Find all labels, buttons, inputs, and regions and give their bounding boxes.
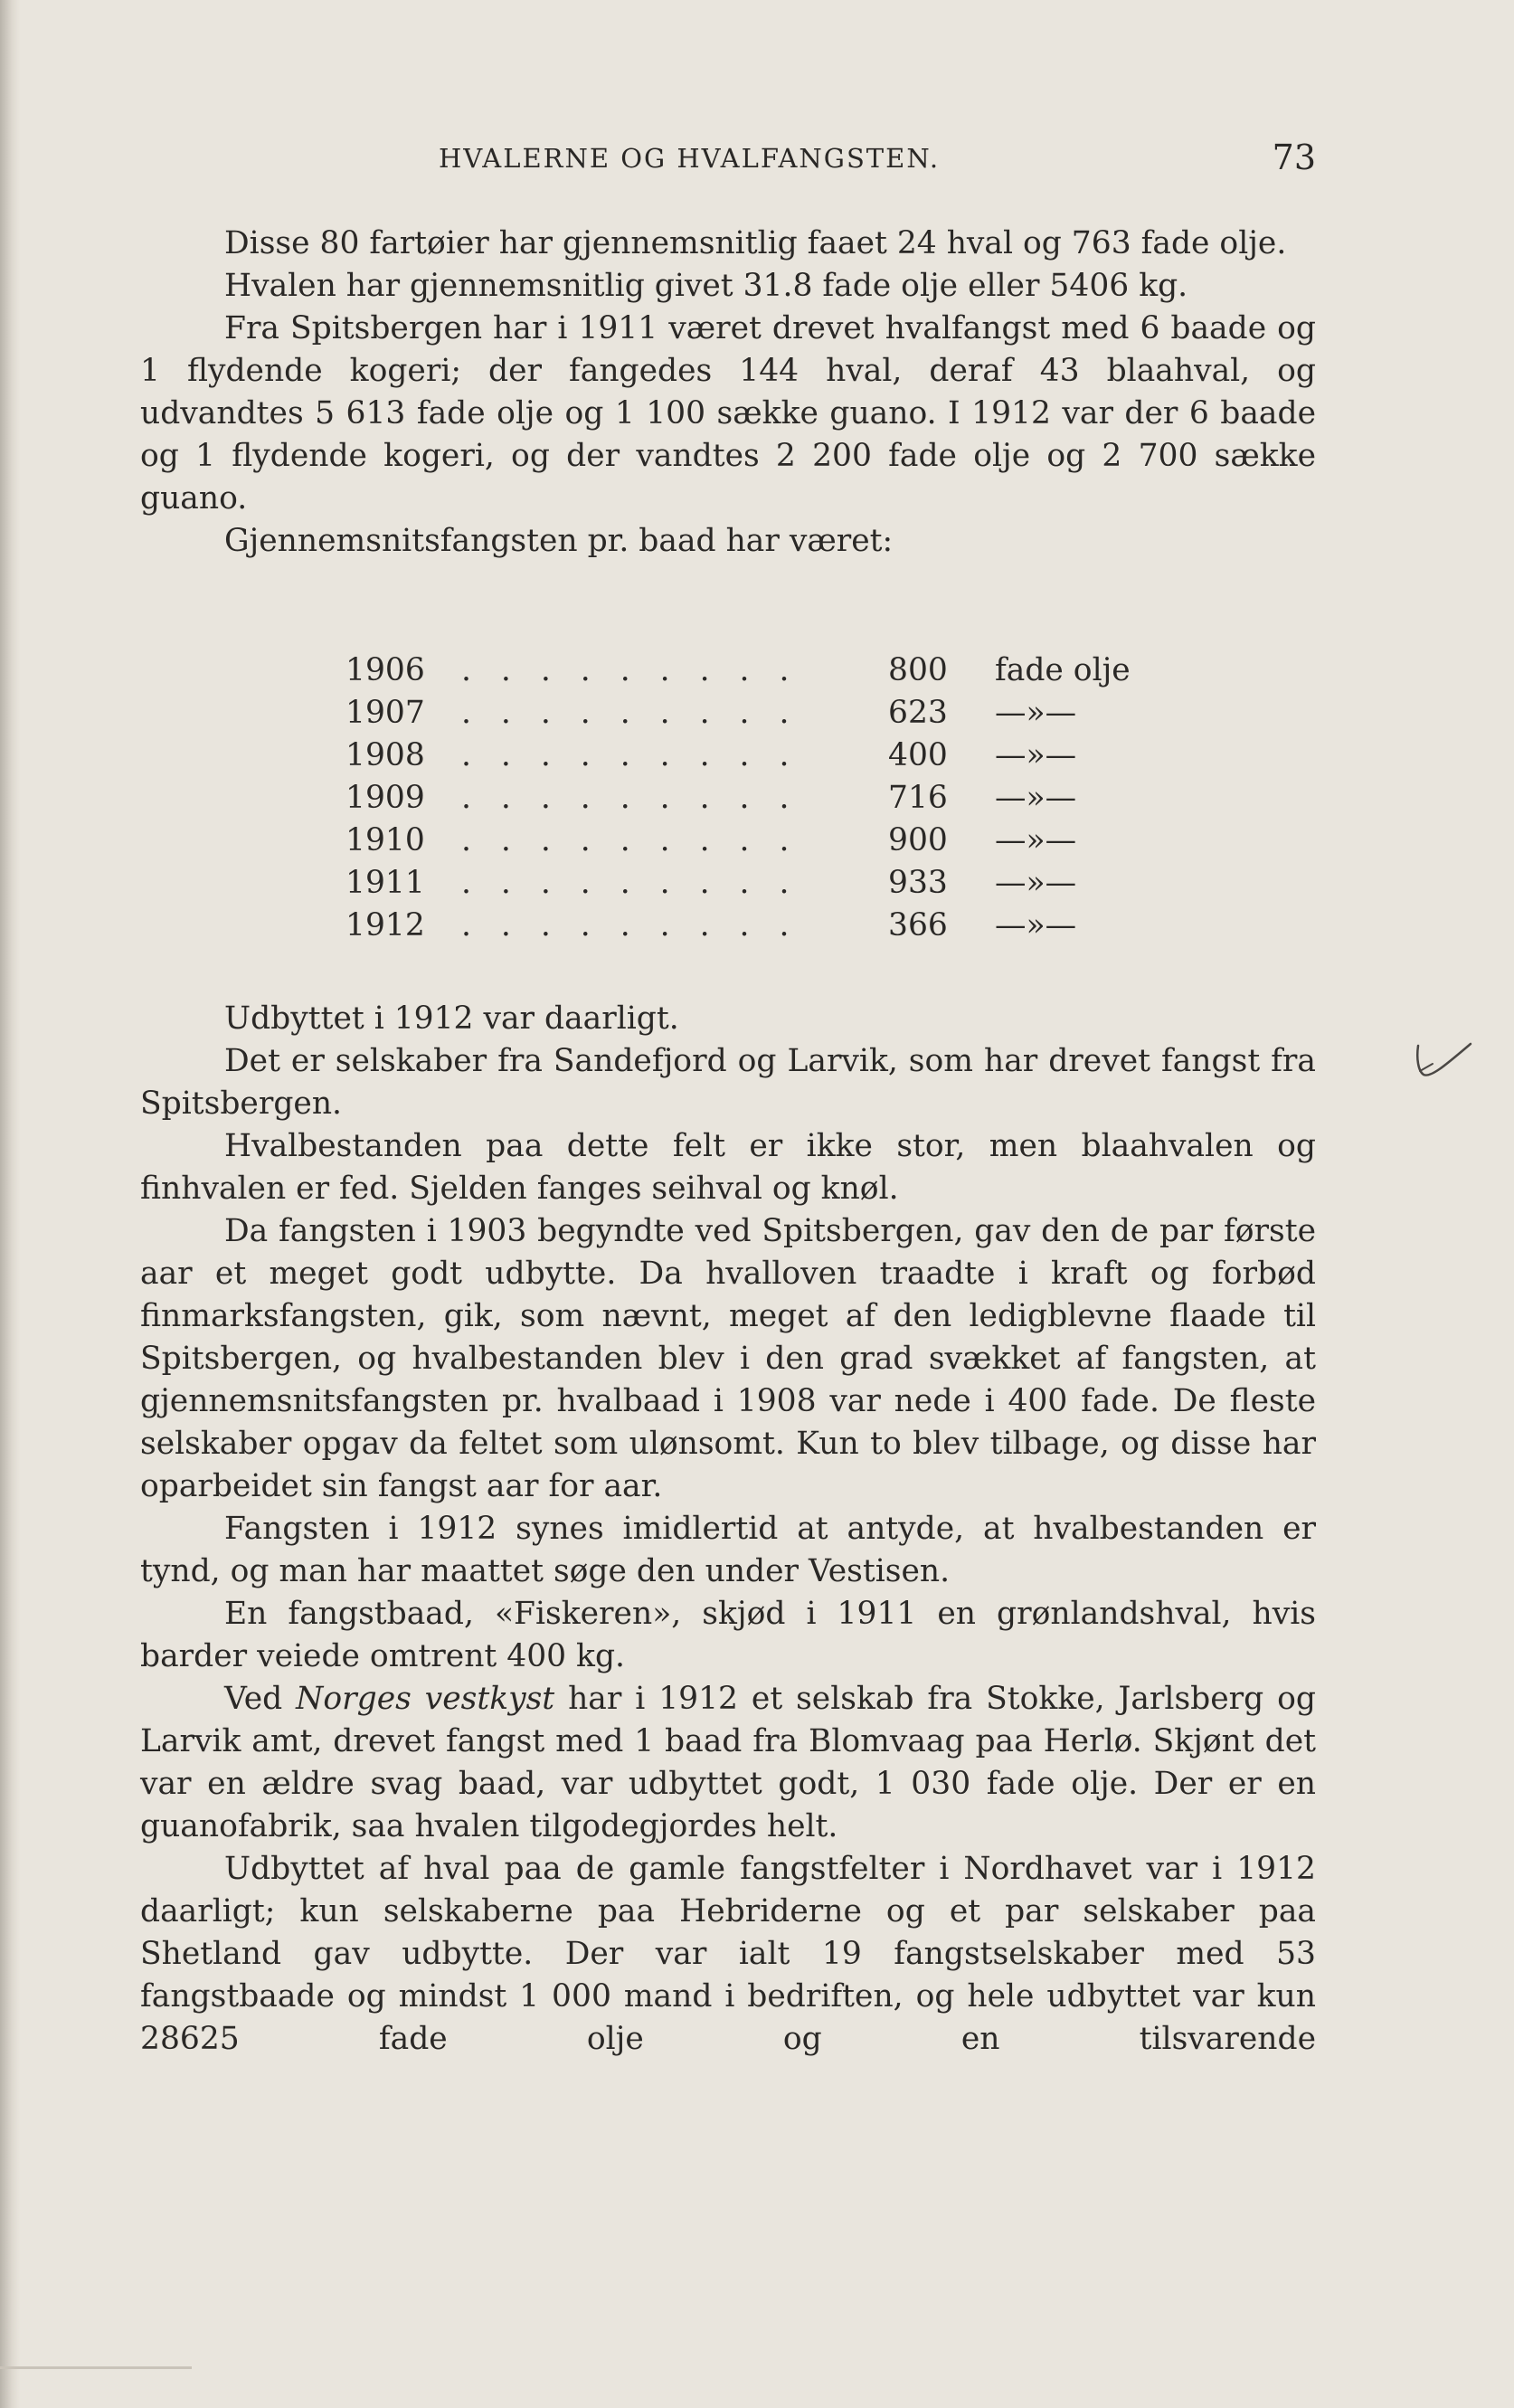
text-block-top xyxy=(140,223,1316,563)
table-value: 400 xyxy=(888,737,948,773)
paragraph: Disse 80 fartøier har gjennemsnitlig faaet 24 hval og 763 fade olje. xyxy=(224,225,1287,261)
page-binding-shadow xyxy=(0,0,20,2408)
table-unit: —»— xyxy=(995,780,1077,816)
table-year: 1906 xyxy=(345,652,425,688)
paragraph: Da fangsten i 1903 begyndte ved Spitsbergen, gav den de par første aar et meget godt udbytte. Da hvalloven traadte i kraft og forbød finmarksfangsten, gik, som nævnt, meget af den ledigblevne flaade til Spitsbergen, og hvalbestanden blev i den grad svækket af fangsten, at gjennemsnitsfangsten pr. hvalbaad i 1908 var nede i 400 fade. De fleste selskaber opgav da feltet som ulønsomt. Kun to blev tilbage, og disse har oparbeidet sin fangst aar for aar. xyxy=(140,1213,1316,1504)
page-number: 73 xyxy=(1272,137,1316,177)
paragraph: Hvalbestanden paa dette felt er ikke stor, men blaahvalen og finhvalen er fed. Sjelden fanges seihval og knøl. xyxy=(140,1128,1316,1207)
table-unit: fade olje xyxy=(995,652,1131,688)
table-value: 716 xyxy=(888,780,948,816)
table-unit: —»— xyxy=(995,865,1077,901)
table-value: 800 xyxy=(888,652,948,688)
table-year: 1907 xyxy=(345,695,425,731)
table-unit: —»— xyxy=(995,907,1077,943)
table-value: 623 xyxy=(888,695,948,731)
paragraph-text: Ved xyxy=(224,1681,297,1717)
table-leader-dots: . . . . . . . . . xyxy=(461,737,800,773)
table-leader-dots: . . . . . . . . . xyxy=(461,652,800,688)
bottom-edge-rule xyxy=(0,2366,192,2369)
paragraph: Hvalen har gjennemsnitlig givet 31.8 fade olje eller 5406 kg. xyxy=(224,268,1188,304)
table-value: 900 xyxy=(888,822,948,858)
paragraph: Det er selskaber fra Sandefjord og Larvik, som har drevet fangst fra Spitsbergen. xyxy=(140,1043,1316,1122)
table-year: 1910 xyxy=(345,822,425,858)
paragraph-text: har i 1912 et selskab fra Stokke, Jarlsberg og Larvik amt, drevet fangst med 1 baad fra Blomvaag paa Herlø. Skjønt det var en ældre svag baad, var udbyttet godt, 1 030 fade olje. Der er en guanofabrik, saa hvalen tilgodegjordes helt. xyxy=(140,1681,1316,1844)
table-leader-dots: . . . . . . . . . xyxy=(461,780,800,816)
table-unit: —»— xyxy=(995,695,1077,731)
paragraph: En fangstbaad, «Fiskeren», skjød i 1911 en grønlandshval, hvis barder veiede omtrent 400 kg. xyxy=(140,1596,1316,1674)
table-year: 1909 xyxy=(345,780,425,816)
table-year: 1908 xyxy=(345,737,425,773)
handwritten-check-mark-icon xyxy=(1411,1028,1483,1091)
table-unit: —»— xyxy=(995,822,1077,858)
table-leader-dots: . . . . . . . . . xyxy=(461,695,800,731)
running-head: HVALERNE OG HVALFANGSTEN. xyxy=(439,143,941,174)
table-unit: —»— xyxy=(995,737,1077,773)
paragraph: Gjennemsnitsfangsten pr. baad har været: xyxy=(224,523,894,559)
paragraph xyxy=(140,1678,1316,1848)
table-year: 1912 xyxy=(345,907,425,943)
table-leader-dots: . . . . . . . . . xyxy=(461,907,800,943)
page-header xyxy=(140,137,1316,183)
table-value: 366 xyxy=(888,907,948,943)
paragraph: Udbyttet i 1912 var daarligt. xyxy=(224,1000,679,1037)
italic-place-name: Norges vestkyst xyxy=(296,1681,555,1717)
paragraph: Fra Spitsbergen har i 1911 været drevet hvalfangst med 6 baade og 1 flydende kogeri; der fangedes 144 hval, deraf 43 blaahval, og udvandtes 5 613 fade olje og 1 100 sække guano. I 1912 var der 6 baade og 1 flydende kogeri, og der vandtes 2 200 fade olje og 2 700 sække guano. xyxy=(140,310,1316,517)
paragraph: Fangsten i 1912 synes imidlertid at antyde, at hvalbestanden er tynd, og man har maattet søge den under Vestisen. xyxy=(140,1511,1316,1589)
text-block-bottom xyxy=(140,998,1316,2061)
table-value: 933 xyxy=(888,865,948,901)
paragraph: Udbyttet af hval paa de gamle fangstfelter i Nordhavet var i 1912 daarligt; kun selskaberne paa Hebriderne og et par selskaber paa Shetland gav udbytte. Der var ialt 19 fangstselskaber med 53 fangstbaade og mindst 1 000 mand i bedriften, og hele udbyttet var kun 28625 fade olje og en tilsvarende xyxy=(140,1851,1316,2057)
table-leader-dots: . . . . . . . . . xyxy=(461,865,800,901)
table-year: 1911 xyxy=(345,865,425,901)
table-leader-dots: . . . . . . . . . xyxy=(461,822,800,858)
